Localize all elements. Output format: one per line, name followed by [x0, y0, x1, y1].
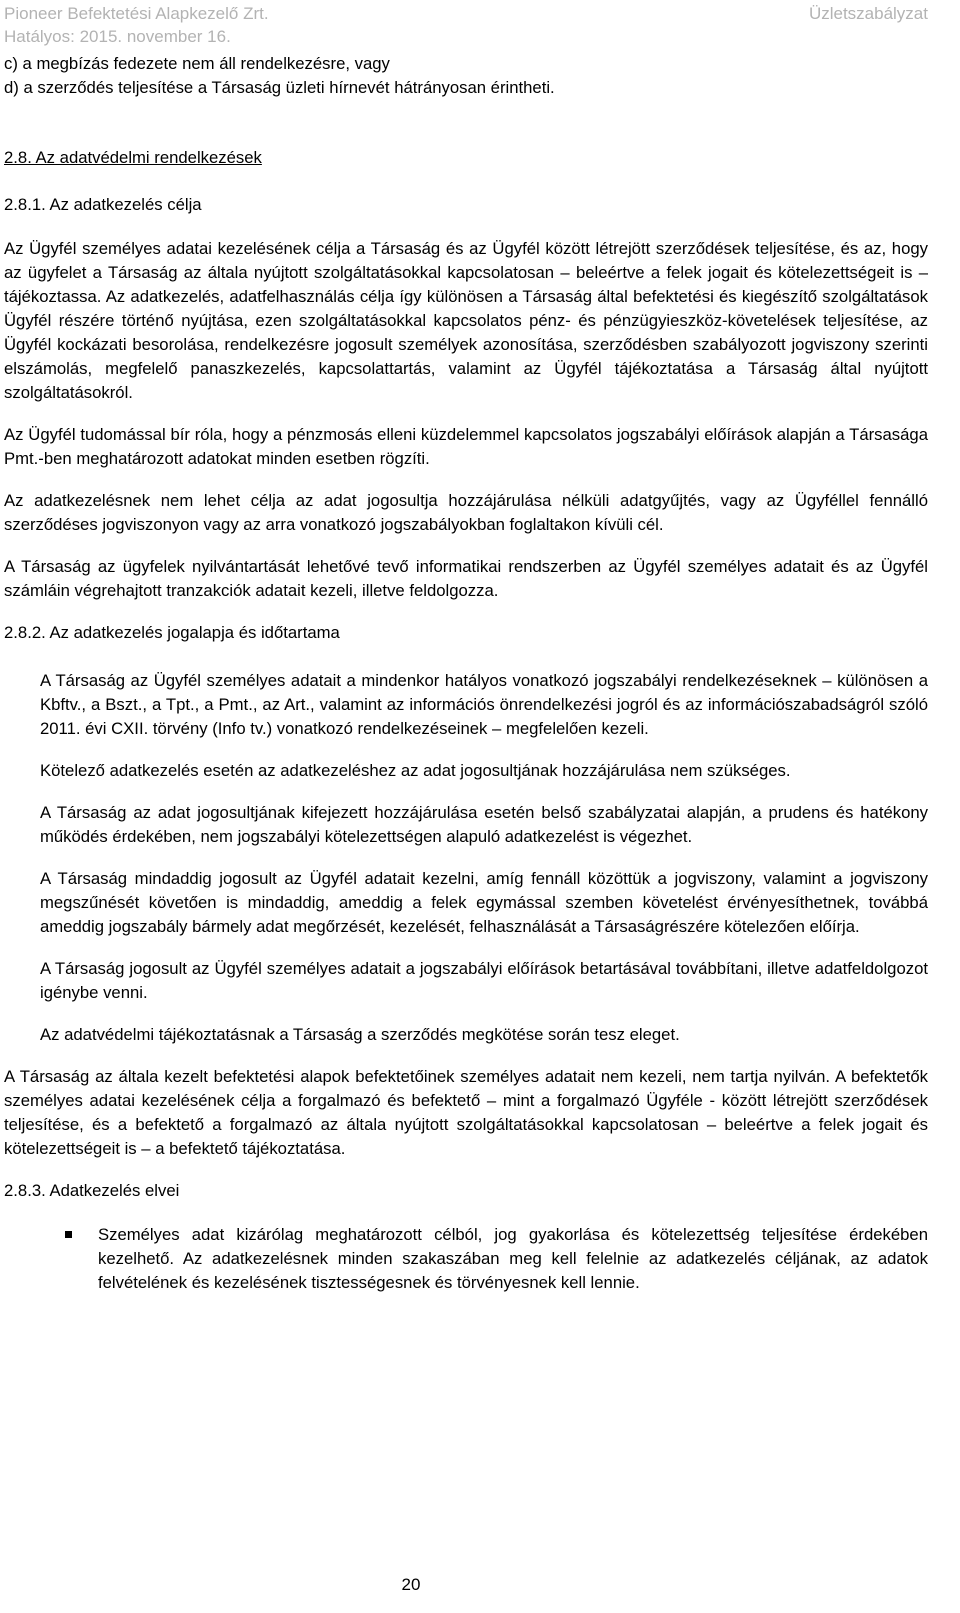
paragraph: A Társaság jogosult az Ügyfél személyes adatait a jogszabályi előírások betartásával továbbítani, illetve adatfeldolgozot igénybe venni.: [40, 959, 928, 1002]
list-item-c: c) a megbízás fedezete nem áll rendelkezésre, vagy: [4, 54, 390, 73]
subsection-heading-1: 2.8.1. Az adatkezelés célja: [4, 195, 202, 214]
list-item-d: d) a szerződés teljesítése a Társaság üzleti hírnevét hátrányosan érintheti.: [4, 78, 555, 97]
header-company: Pioneer Befektetési Alapkezelő Zrt.: [4, 4, 269, 23]
page-number: 20: [401, 1575, 421, 1594]
paragraph: Kötelező adatkezelés esetén az adatkezeléshez az adat jogosultjának hozzájárulása nem szükséges.: [40, 761, 791, 780]
square-bullet-icon: [65, 1231, 72, 1238]
paragraph: A Társaság az ügyfelek nyilvántartását lehetővé tevő informatikai rendszerben az Ügyfél személyes adatait és az Ügyfél számláin végrehajtott tranzakciók adatait kezeli, illetve feldolgozza.: [4, 557, 928, 600]
paragraph: Az Ügyfél személyes adatai kezelésének célja a Társaság és az Ügyfél között létrejött szerződések teljesítése, és az, hogy az ügyfelet a Társaság az általa nyújtott szolgáltatásokkal kapcsolatosan – beleértve a felek jogait és kötelezettségeit is – tájékoztassa. Az adatkezelés, adatfelhasználás célja így különösen a Társaság által befektetési és kiegészítő szolgáltatások Ügyfél részére történő nyújtása, ezen szolgáltatásokkal kapcsolatos pénz- és pénzügyieszköz-követelések teljesítése, az Ügyfél kockázati besorolása, rendelkezésre jogosult személyek azonosítása, szerződésben szabályozott jogviszony szerinti elszámolás, megfelelő panaszkezelés, kapcsolattartás, valamint az Ügyfél tájékoztatása a Társaság által nyújtott szolgáltatásokról.: [4, 239, 928, 402]
subsection-heading-2: 2.8.2. Az adatkezelés jogalapja és időtartama: [4, 623, 340, 642]
header-doc-title: Üzletszabályzat: [808, 4, 928, 23]
paragraph: A Társaság az adat jogosultjának kifejezett hozzájárulása esetén belső szabályzatai alapján, a prudens és hatékony működés érdekében, nem jogszabályi kötelezettségen alapuló adatkezelést is végezhet.: [40, 803, 928, 846]
bullet-text: Személyes adat kizárólag meghatározott célból, jog gyakorlása és kötelezettség teljesítése érdekében kezelhető. Az adatkezelésnek minden szakaszában meg kell felelnie az adatkezelés céljának, az adatok felvételének és kezelésének tisztességesnek és törvényesnek kell lennie.: [98, 1225, 928, 1292]
paragraph: Az adatvédelmi tájékoztatásnak a Társaság a szerződés megkötése során tesz eleget.: [40, 1025, 680, 1044]
document-body: [4, 52, 928, 1295]
page-header: [4, 2, 928, 48]
paragraph: A Társaság mindaddig jogosult az Ügyfél adatait kezelni, amíg fennáll közöttük a jogviszony, valamint a jogviszony megszűnését követően is mindaddig, ameddig a felek egymással szemben követelést érvényesíthetnek, továbbá ameddig jogszabály bármely adat megőrzését, kezelését, felhasználását a Társaságrészére kötelezően előírja.: [40, 869, 928, 936]
bullet-item: [4, 1223, 928, 1295]
header-validity: Hatályos: 2015. november 16.: [4, 27, 231, 46]
paragraph: A Társaság az általa kezelt befektetési alapok befektetőinek személyes adatait nem kezeli, nem tartja nyilván. A befektetők személyes adatai kezelésének célja a forgalmazó és befektető – mint a forgalmazó Ügyféle - között létrejött szerződések teljesítése, és a befektető a forgalmazó az általa nyújtott szolgáltatásokkal kapcsolatosan – beleértve a felek jogait és kötelezettségeit is – a befektető tájékoztatása.: [4, 1067, 928, 1158]
subsection-heading-3: 2.8.3. Adatkezelés elvei: [4, 1181, 180, 1200]
paragraph: Az Ügyfél tudomással bír róla, hogy a pénzmosás elleni küzdelemmel kapcsolatos jogszabályi előírások alapján a Társasága Pmt.-ben meghatározott adatokat minden esetben rögzíti.: [4, 425, 928, 468]
paragraph: Az adatkezelésnek nem lehet célja az adat jogosultja hozzájárulása nélküli adatgyűjtés, vagy az Ügyféllel fennálló szerződéses jogviszonyon vagy az arra vonatkozó jogszabályokban foglaltakon kívüli cél.: [4, 491, 928, 534]
section-heading: 2.8. Az adatvédelmi rendelkezések: [4, 148, 262, 167]
paragraph: A Társaság az Ügyfél személyes adatait a mindenkor hatályos vonatkozó jogszabályi rendelkezéseknek – különösen a Kbftv., a Bszt., a Tpt., a Pmt., az Art., valamint az információs önrendelkezési jogról és az információszabadságról szóló 2011. évi CXII. törvény (Info tv.) vonatkozó rendelkezéseinek – megfelelően kezeli.: [40, 671, 928, 738]
